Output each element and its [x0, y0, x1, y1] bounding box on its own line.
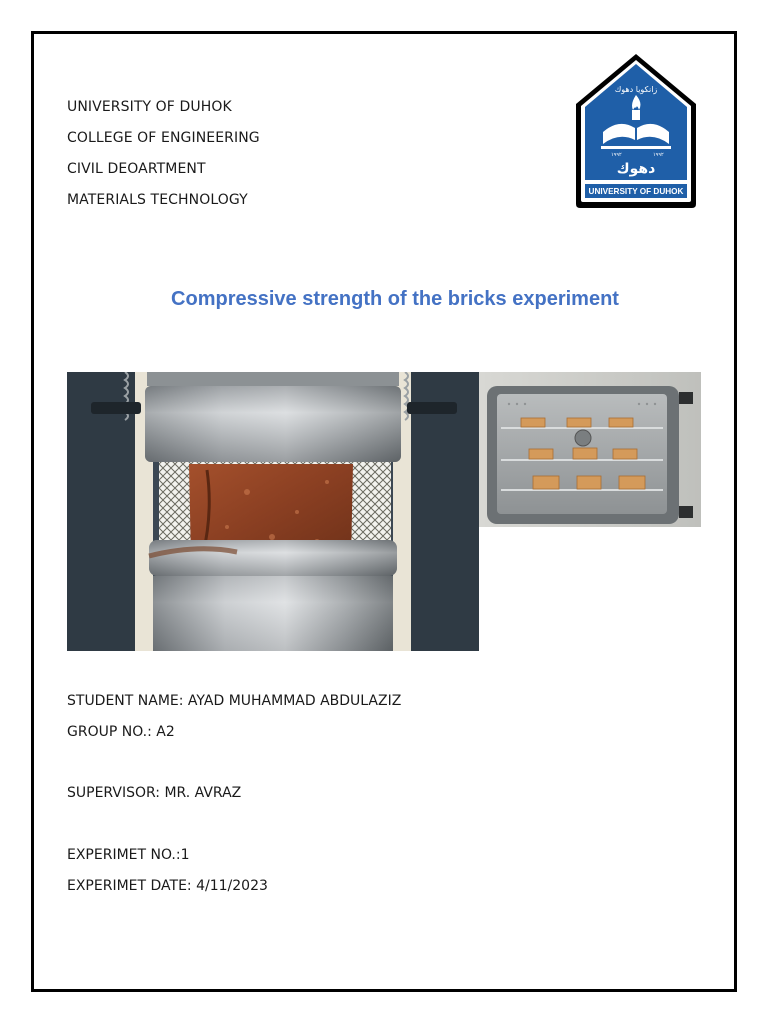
- document-title: Compressive strength of the bricks experiment: [171, 288, 619, 310]
- svg-text:١٩٩٢: ١٩٩٢: [653, 152, 664, 158]
- university-name: UNIVERSITY OF DUHOK: [67, 99, 232, 115]
- svg-text:١٩٩٢: ١٩٩٢: [611, 152, 622, 158]
- logo-kurdish-text: زانكويا دهوك: [614, 85, 658, 94]
- student-name: STUDENT NAME: AYAD MUHAMMAD ABDULAZIZ: [67, 693, 402, 709]
- course-name: MATERIALS TECHNOLOGY: [67, 192, 248, 208]
- institution-header: [67, 92, 260, 216]
- brick-compression-photo: [67, 372, 479, 651]
- experiment-info: [67, 840, 268, 902]
- logo-arabic-text: دهوك: [616, 161, 656, 177]
- group-number: GROUP NO.: A2: [67, 724, 175, 740]
- experiment-number: EXPERIMET NO.:1: [67, 847, 190, 863]
- experiment-date: EXPERIMET DATE: 4/11/2023: [67, 878, 268, 894]
- supervisor-name: SUPERVISOR: MR. AVRAZ: [67, 785, 242, 801]
- logo-english-text: UNIVERSITY OF DUHOK: [588, 187, 684, 196]
- university-logo: [573, 52, 699, 210]
- student-info: [67, 686, 401, 748]
- supervisor-info: [67, 778, 241, 809]
- bricks-oven-photo: [479, 372, 701, 527]
- department-name: CIVIL DEOARTMENT: [67, 161, 206, 177]
- college-name: COLLEGE OF ENGINEERING: [67, 130, 260, 146]
